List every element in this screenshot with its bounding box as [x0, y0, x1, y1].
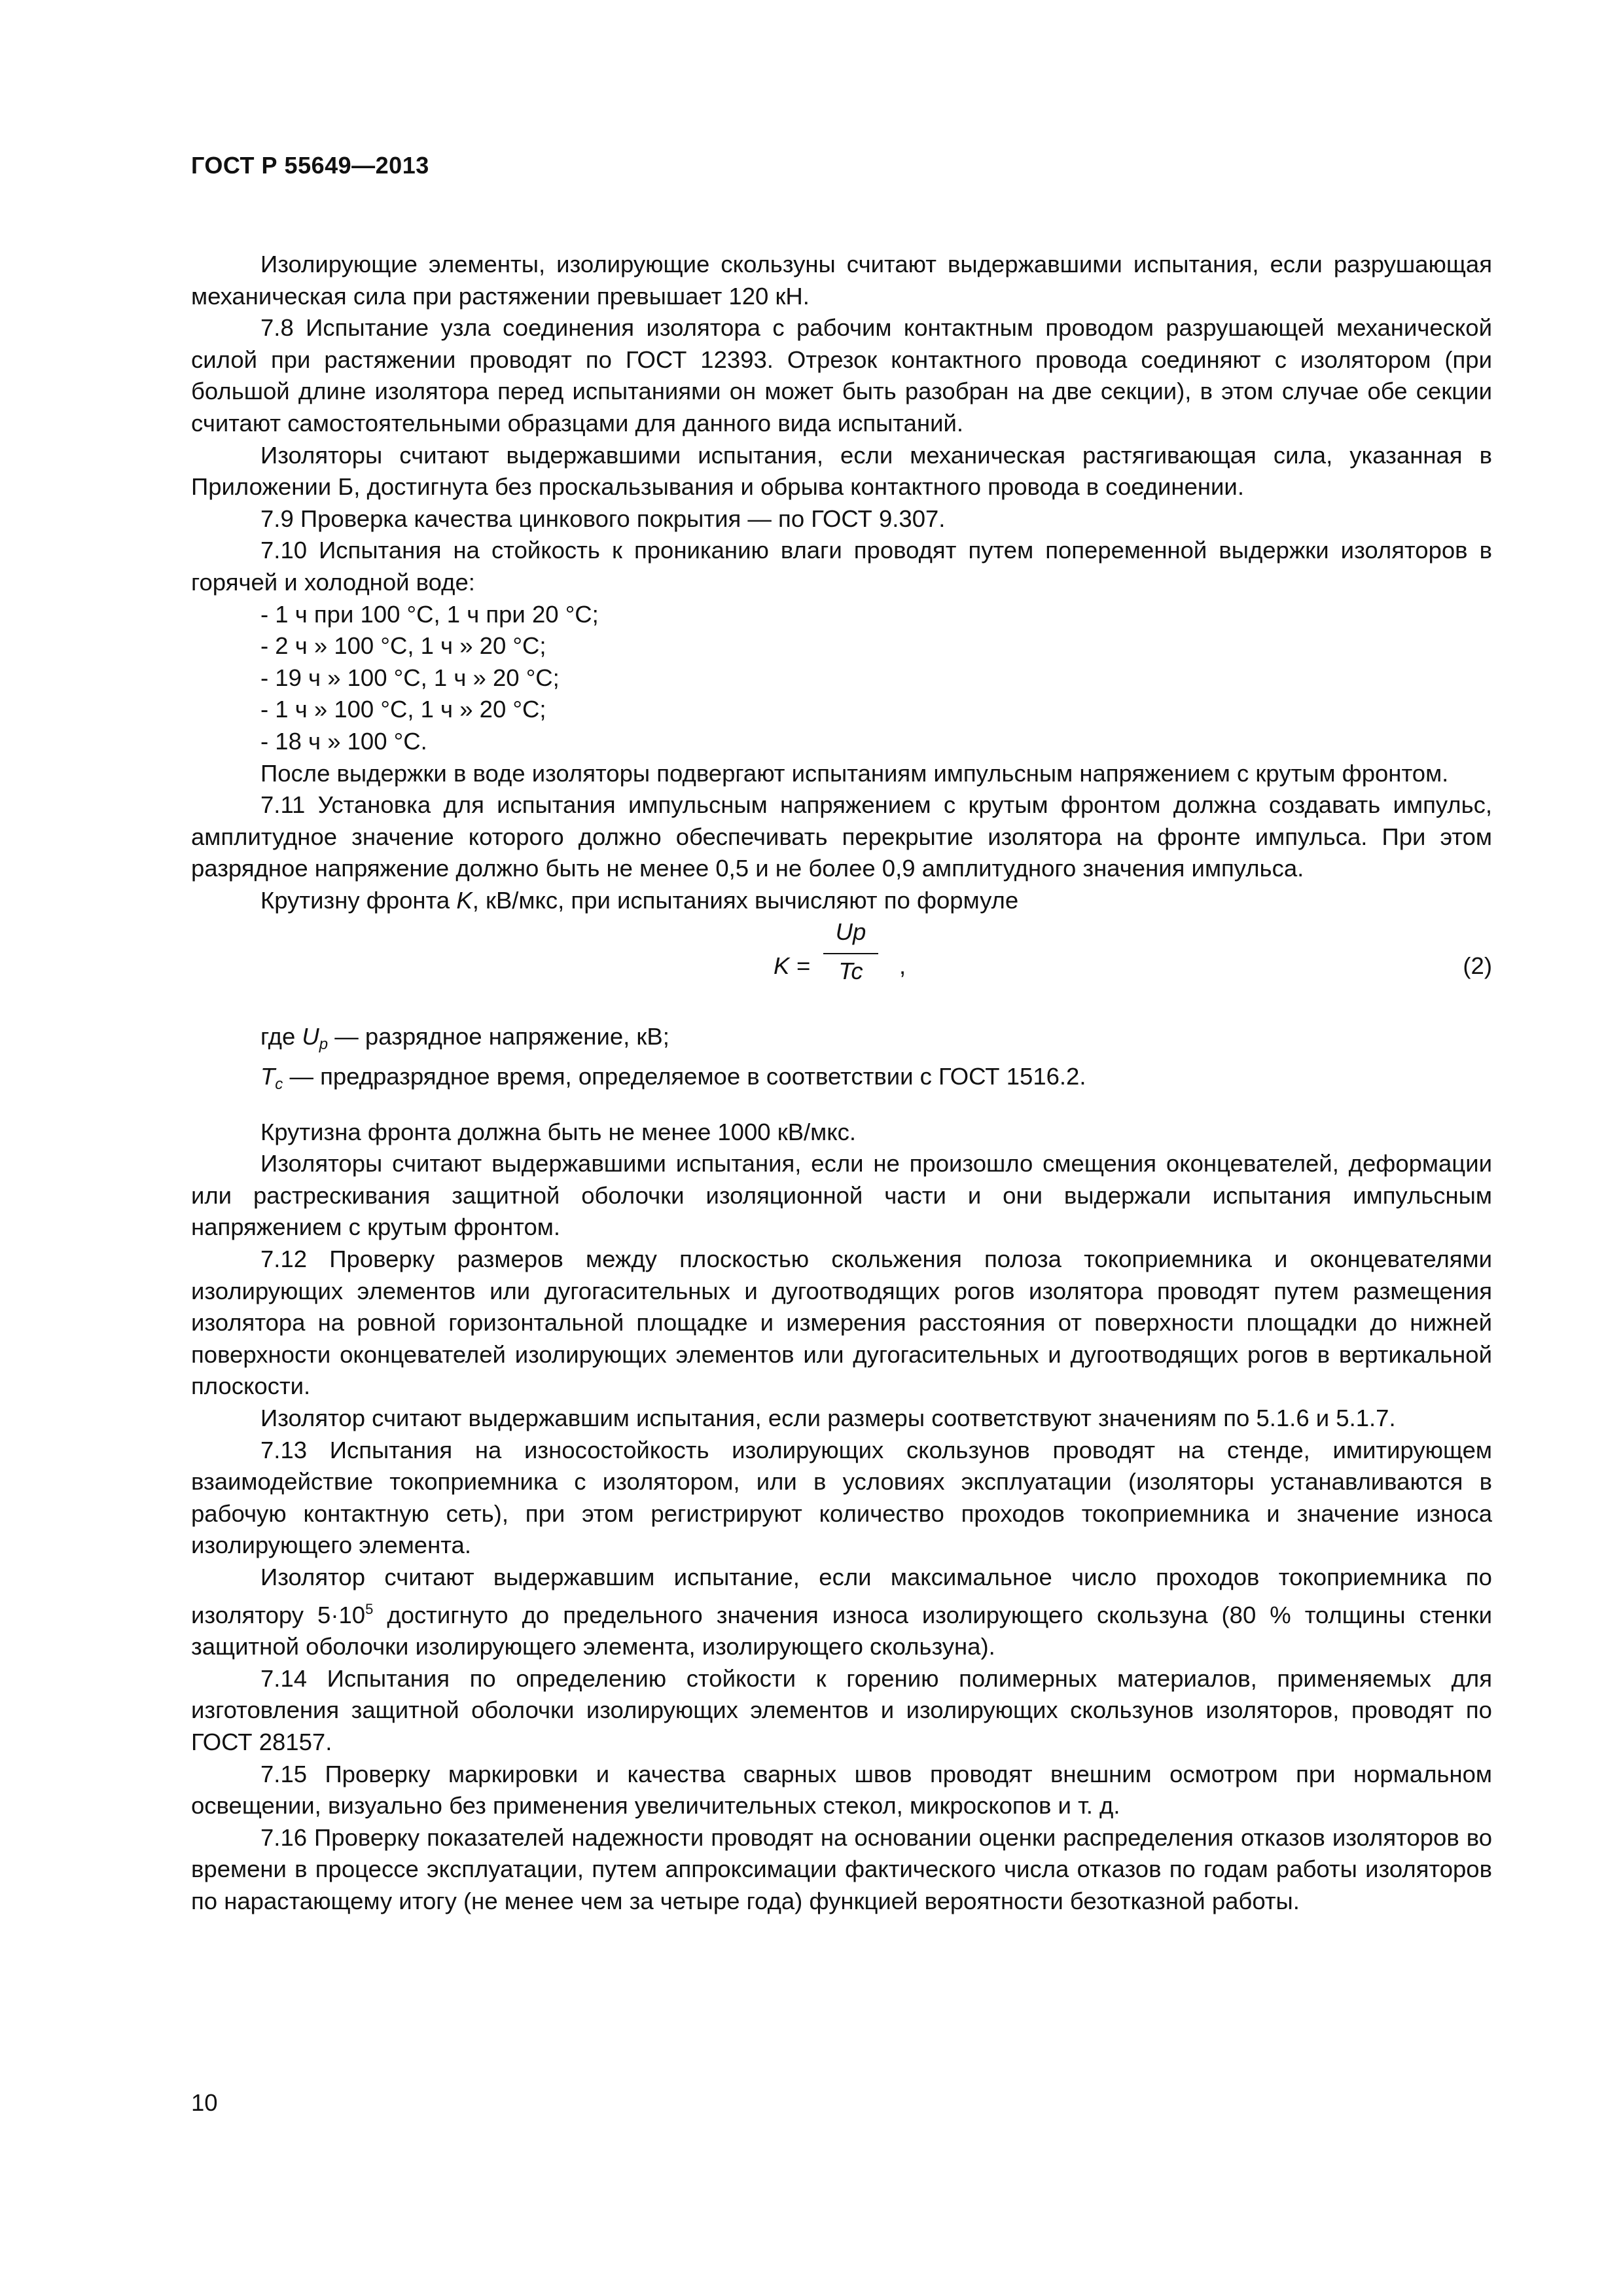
where-up [191, 1021, 1492, 1061]
paragraph: После выдержки в воде изоляторы подвергают испытаниям импульсным напряжением с крутым фронтом. [260, 759, 1449, 787]
paragraph: Изоляторы считают выдержавшими испытания, если не произошло смещения оконцевателей, деформации или растрескивания защитной оболочки изоляционной части и они выдержали испытания импульсным напряжением с крутым фронтом. [191, 1150, 1492, 1241]
variable-t: T [260, 1063, 276, 1090]
clause-7-14: 7.14 Испытания по определению стойкости к горению полимерных материалов, применяемых для изготовления защитной оболочки изолирующих элементов и изолирующих скользунов изоляторов, проводят по ГОСТ 28157. [191, 1664, 1492, 1755]
where-prefix: где [260, 1023, 302, 1050]
paragraph: Изоляторы считают выдержавшими испытания, если механическая растягивающая сила, указанная в Приложении Б, достигнута без проскальзывания и обрыва контактного провода в соединении. [191, 441, 1492, 501]
list-item: - 1 ч при 100 °С, 1 ч при 20 °С; [260, 600, 599, 628]
clause-7-15: 7.15 Проверку маркировки и качества сварных швов проводят внешним осмотром при нормальном освещении, визуально без применения увеличительных стекол, микроскопов и т. д. [191, 1760, 1492, 1820]
superscript-exponent: 5 [365, 1600, 374, 1617]
paragraph-text: Изолятор считают выдержавшим испытание, если максимальное число проходов токоприемника по изолятору 5·10 [191, 1563, 1492, 1628]
where-up-description: — разрядное напряжение, кВ; [328, 1023, 669, 1050]
clause-7-8: 7.8 Испытание узла соединения изолятора с рабочим контактным проводом разрушающей механической силой при растяжении проводят по ГОСТ 12393. Отрезок контактного провода соединяют с изолятором (при большой длине изолятора перед испытаниями он может быть разобран на две секции), в этом случае обе секции считают самостоятельными образцами для данного вида испытаний. [191, 314, 1492, 437]
formula-denominator: Tc [838, 958, 863, 985]
clause-7-9: 7.9 Проверка качества цинкового покрытия — по ГОСТ 9.307. [260, 505, 946, 532]
formula-2 [191, 916, 1492, 1021]
page-body [191, 249, 1492, 1918]
where-tc-description: — предразрядное время, определяемое в соответствии с ГОСТ 1516.2. [283, 1063, 1086, 1090]
clause-7-12: 7.12 Проверку размеров между плоскостью скольжения полоза токоприемника и оконцевателями изолирующих элементов или дугогасительных и дугоотводящих рогов изолятора проводят путем размещения изолятора на ровной горизонтальной площадке и измерения расстояния от поверхности площадки до нижней поверхности оконцевателей изолирующих элементов или дугогасительных и дугоотводящих рогов в вертикальной плоскости. [191, 1246, 1492, 1400]
formula-intro-text: , кВ/мкс, при испытаниях вычисляют по формуле [472, 886, 1019, 914]
formula-intro-text: Крутизну фронта [260, 886, 457, 914]
equation-number: (2) [1463, 952, 1492, 980]
variable-u: U [302, 1023, 319, 1050]
page-number: 10 [191, 2089, 218, 2116]
paragraph: Крутизна фронта должна быть не менее 1000 кВ/мкс. [260, 1118, 857, 1145]
paragraph [191, 1562, 1492, 1663]
subscript-p: p [319, 1035, 329, 1054]
spacer [191, 1101, 1492, 1117]
list-item: - 2 ч » 100 °С, 1 ч » 20 °С; [260, 632, 546, 660]
clause-7-10: 7.10 Испытания на стойкость к прониканию влаги проводят путем попеременной выдержки изоляторов в горячей и холодной воде: [191, 537, 1492, 596]
formula-comma: , [899, 952, 906, 980]
where-tc [191, 1061, 1492, 1101]
list-item: - 18 ч » 100 °С. [260, 727, 427, 755]
standard-designation: ГОСТ Р 55649—2013 [191, 152, 429, 179]
paragraph: Изолятор считают выдержавшим испытания, если размеры соответствуют значениям по 5.1.6 и 5.1.7. [260, 1405, 1396, 1431]
clause-7-13: 7.13 Испытания на износостойкость изолирующих скользунов проводят на стенде, имитирующем взаимодействие токоприемника с изолятором, или в условиях эксплуатации (изоляторы устанавливаются в рабочую контактную сеть), при этом регистрируют количество проходов токоприемника и значение износа изолирующего элемента. [191, 1436, 1492, 1559]
clause-7-11: 7.11 Установка для испытания импульсным напряжением с крутым фронтом должна создавать импульс, амплитудное значение которого должно обеспечивать перекрытие изолятора на фронте импульса. При этом разрядное напряжение должно быть не менее 0,5 и не более 0,9 амплитудного значения импульса. [191, 791, 1492, 882]
variable-k: K [456, 886, 473, 914]
list-item: - 1 ч » 100 °С, 1 ч » 20 °С; [260, 696, 546, 723]
clause-7-16: 7.16 Проверку показателей надежности проводят на основании оценки распределения отказов изоляторов во времени в процессе эксплуатации, путем аппроксимации фактического числа отказов по годам работы изоляторов по нарастающему итогу (не менее чем за четыре года) функцией вероятности безотказной работы. [191, 1823, 1492, 1914]
formula-intro [191, 885, 1492, 917]
list-item: - 19 ч » 100 °С, 1 ч » 20 °С; [260, 664, 560, 691]
paragraph: Изолирующие элементы, изолирующие скользуны считают выдержавшими испытания, если разрушающая механическая сила при растяжении превышает 120 кН. [191, 251, 1492, 310]
formula-fraction [823, 916, 878, 988]
soak-list [191, 599, 1492, 758]
formula-lhs: K = [774, 952, 810, 980]
formula-numerator: Up [835, 918, 866, 946]
subscript-c: c [275, 1075, 283, 1094]
paragraph-text: достигнуто до предельного значения износа изолирующего скользуна (80 % толщины стенки защитной оболочки изолирующего элемента, изолирующего скользуна). [191, 1601, 1492, 1660]
fraction-bar [823, 953, 878, 954]
